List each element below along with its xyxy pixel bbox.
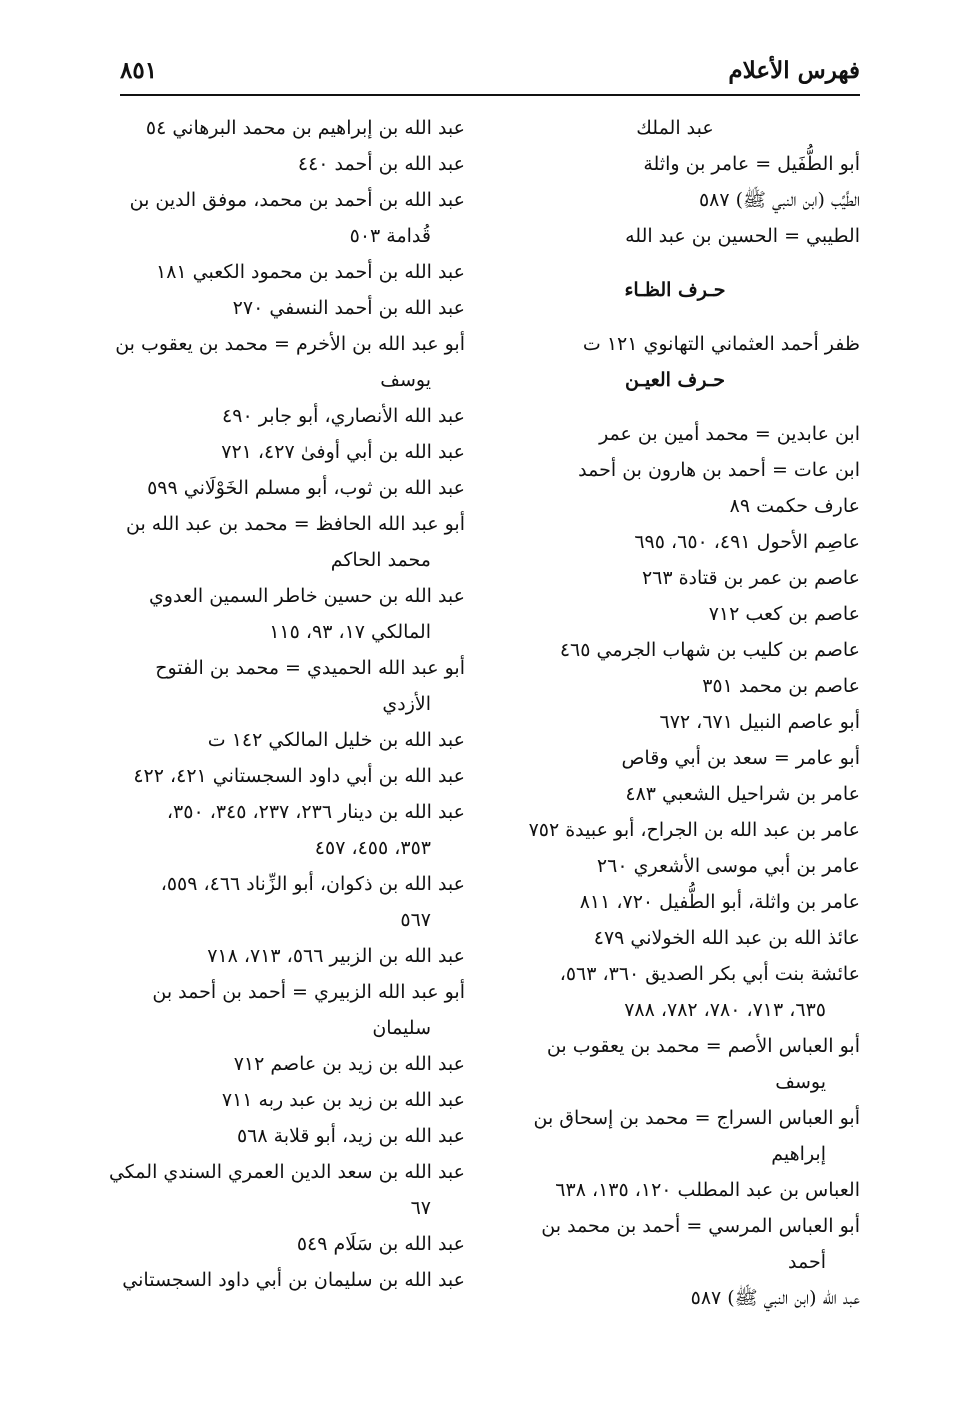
index-entry: [100, 578, 465, 650]
entry-continuation: يوسف: [775, 1071, 826, 1093]
entry-continuation: المالكي ١٧، ٩٣، ١١٥: [269, 621, 431, 643]
index-entry: [490, 1028, 860, 1100]
index-entry: [100, 974, 465, 1046]
entry-text: عبد الله بن ذكوان، أبو الزِّناد ٤٦٦، ٥٥٩،: [160, 873, 465, 895]
index-entry: عبد الله بن أحمد بن محمود الكعبي ١٨١: [156, 261, 465, 283]
entry-continuation: ٦٣٥، ٧١٣، ٧٨٠، ٧٨٢، ٧٨٨: [624, 999, 826, 1021]
index-entry: عبد الله بن سليمان بن أبي داود السجستاني: [122, 1269, 465, 1291]
entry-text: أبو عبد الله الحميدي = محمد بن الفتوح: [155, 657, 465, 679]
index-entry: عبد الله بن الزبير ٥٦٦، ٧١٣، ٧١٨: [207, 945, 465, 967]
section-heading-zaa: حـرف الظـاء: [624, 279, 726, 301]
entry-continuation: أحمد: [788, 1251, 826, 1273]
right-column: [490, 110, 860, 1316]
index-entry: [490, 1208, 860, 1280]
index-entry: [100, 182, 465, 254]
index-entry: عبد الله الأنصاري، أبو جابر ٤٩٠: [222, 405, 465, 427]
entry-text: أبو عبد الله الحافظ = محمد بن عبد الله بن: [126, 513, 465, 535]
index-entry: أبو عامر = سعد بن أبي وقاص: [621, 747, 860, 769]
index-entry: الطيبي = الحسين بن عبد الله: [625, 225, 860, 247]
header-rule: [120, 94, 860, 96]
index-entry: عبد الله بن أحمد ٤٤٠: [297, 153, 465, 175]
entry-text: أبو عبد الله بن الأخرم = محمد بن يعقوب بن: [115, 333, 465, 355]
index-entry: [100, 866, 465, 938]
index-entry: عبد الله بن ثوب، أبو مسلم الخَوْلَاني ٥٩٩: [147, 477, 465, 499]
index-entry: ابن عات = أحمد بن هارون بن أحمد: [578, 459, 860, 481]
left-column: [100, 110, 465, 1298]
entry-text: أبو العباس السراج = محمد بن إسحاق بن: [533, 1107, 860, 1129]
index-entry: [100, 1154, 465, 1226]
index-entry: الطَّيِّب (ابن النبي ﷺ) ٥٨٧: [698, 189, 860, 211]
entry-continuation: يوسف: [380, 369, 431, 391]
entry-continuation: قُدامة ٥٠٣: [349, 225, 431, 247]
index-entry: عارف حكمت ٨٩: [729, 495, 860, 517]
index-entry: عبد الله بن أبي أوفىٰ ٤٢٧، ٧٢١: [221, 441, 465, 463]
entry-continuation: ٦٧: [410, 1197, 431, 1219]
entry-text: عبد الله بن سعد الدين العمري السندي المكي: [108, 1161, 465, 1183]
index-entry: عبد الله بن إبراهيم بن محمد البرهاني ٥٤: [145, 117, 465, 139]
index-entry: أبو عاصم النبيل ٦٧١، ٦٧٢: [659, 711, 860, 733]
section-heading-ain: حـرف العيـن: [624, 369, 726, 391]
index-entry: عبد الله (ابن النبي ﷺ) ٥٨٧: [690, 1287, 860, 1309]
index-entry: عبد الله بن أبي داود السجستاني ٤٢١، ٤٢٢: [133, 765, 465, 787]
index-entry: عامر بن عبد الله بن الجراح، أبو عبيدة ٧٥٢: [528, 819, 860, 841]
index-entry: [490, 956, 860, 1028]
index-entry: عاصم بن كليب بن شهاب الجرمي ٤٦٥: [559, 639, 860, 661]
index-entry: عاصم بن عمر بن قتادة ٢٦٣: [641, 567, 860, 589]
index-entry: العباس بن عبد المطلب ١٢٠، ١٣٥، ٦٣٨: [555, 1179, 860, 1201]
index-entry: عبد الله بن زيد بن عاصم ٧١٢: [233, 1053, 465, 1075]
index-entry: [100, 326, 465, 398]
entry-text: أبو عبد الله الزبيري = أحمد بن أحمد بن: [152, 981, 465, 1003]
entry-text: عبد الله بن أحمد بن محمد، موفق الدين بن: [129, 189, 465, 211]
entry-text: عائشة بنت أبي بكر الصديق ٣٦٠، ٥٦٣،: [559, 963, 860, 985]
page-number: ٨٥١: [120, 57, 158, 84]
index-entry: [100, 506, 465, 578]
entry-text: عبد الله بن دينار ٢٣٦، ٢٣٧، ٣٤٥، ٣٥٠،: [166, 801, 465, 823]
entry-continuation: ٣٥٣، ٤٥٥، ٤٥٧: [314, 837, 431, 859]
index-entry: [100, 794, 465, 866]
entry-text: عبد الله بن حسين خاطر السمين العدوي: [148, 585, 465, 607]
index-entry: عامر بن واثلة، أبو الطُّفيل ٧٢٠، ٨١١: [579, 891, 860, 913]
index-entry: [100, 650, 465, 722]
index-entry: أبو الطُّفَيل = عامر بن واثلة: [643, 153, 860, 175]
entry-continuation: سليمان: [372, 1017, 431, 1039]
continued-heading: عبد الملك: [636, 117, 714, 139]
index-entry: عاصم بن كعب ٧١٢: [708, 603, 860, 625]
index-entry: عبد الله بن خليل المالكي ١٤٢ ت: [207, 729, 465, 751]
index-entry: عامر بن شراحيل الشعبي ٤٨٣: [625, 783, 860, 805]
index-entry: ظفر أحمد العثماني التهانوي ١٢١ ت: [582, 333, 860, 355]
entry-continuation: ٥٦٧: [400, 909, 431, 931]
index-entry: عبد الله بن زيد، أبو قلابة ٥٦٨: [236, 1125, 465, 1147]
index-title: فهرس الأعلام: [728, 57, 860, 84]
index-entry: ابن عابدين = محمد أمين بن عمر: [599, 423, 860, 445]
entry-continuation: إبراهيم: [771, 1143, 826, 1165]
index-entry: [490, 1100, 860, 1172]
index-entry: عبد الله بن أحمد النسفي ٢٧٠: [232, 297, 465, 319]
entry-text: أبو العباس الأصم = محمد بن يعقوب بن: [546, 1035, 860, 1057]
index-entry: عامر بن أبي موسى الأشعري ٢٦٠: [596, 855, 860, 877]
index-entry: عبد الله بن زيد بن عبد ربه ٧١١: [221, 1089, 465, 1111]
page-header: [120, 55, 860, 95]
index-entry: عائذ الله بن عبد الله الخولاني ٤٧٩: [593, 927, 860, 949]
index-entry: عبد الله بن سَلَام ٥٤٩: [296, 1233, 465, 1255]
index-entry: عاصم بن محمد ٣٥١: [702, 675, 860, 697]
index-entry: عاصِم الأحول ٤٩١، ٦٥٠، ٦٩٥: [634, 531, 860, 553]
entry-continuation: محمد الحاكم: [330, 549, 431, 571]
entry-continuation: الأزدي: [382, 693, 431, 715]
entry-text: أبو العباس المرسي = أحمد بن محمد بن: [541, 1215, 860, 1237]
